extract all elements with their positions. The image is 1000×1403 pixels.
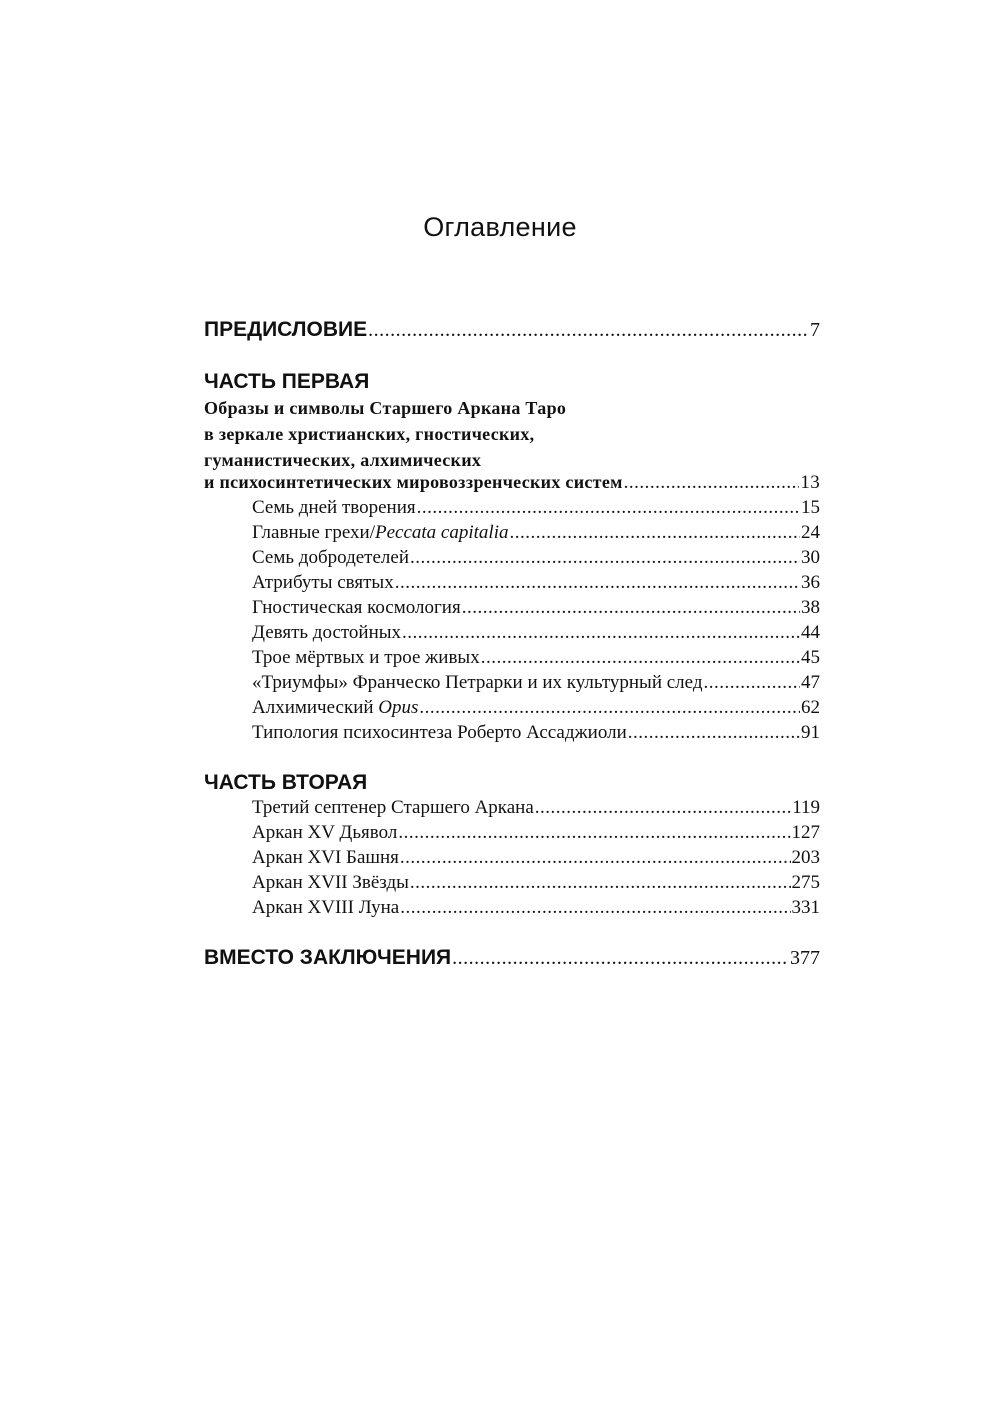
dot-leader: [462, 597, 800, 619]
part-one-subtitle-line: в зеркале христианских, гностических,: [204, 424, 535, 444]
toc-entry[interactable]: [252, 672, 820, 698]
toc-page-number: 203: [791, 847, 820, 868]
toc-entry-label: Аркан XVIII Луна: [252, 897, 400, 918]
toc-entry[interactable]: [252, 822, 820, 848]
toc-entry-label: Типология психосинтеза Роберто Ассаджиоли: [252, 722, 627, 743]
toc-entry[interactable]: [252, 522, 820, 548]
toc-entry-label: и психосинтетических мировоззренческих систем: [204, 472, 623, 492]
toc-entry[interactable]: [252, 597, 820, 623]
dot-leader: [704, 672, 801, 694]
toc-entry-label-part: Главные грехи/: [252, 522, 375, 543]
toc-entry-label: ВМЕСТО ЗАКЛЮЧЕНИЯ: [204, 946, 452, 969]
toc-entry-label: Гностическая космология: [252, 597, 461, 618]
toc-entry[interactable]: [252, 647, 820, 673]
toc-entry[interactable]: [252, 797, 820, 823]
part-one-subtitle-line: гуманистических, алхимических: [204, 450, 482, 470]
toc-page-number: 44: [801, 622, 820, 643]
part-two-heading: ЧАСТЬ ВТОРАЯ: [204, 771, 368, 794]
toc-entry-label: Семь добродетелей: [252, 547, 409, 568]
toc-entry[interactable]: [252, 697, 820, 723]
toc-page-number: 7: [810, 319, 820, 341]
toc-entry-part-one[interactable]: [204, 472, 820, 498]
toc-page-number: 15: [801, 497, 820, 518]
dot-leader: [400, 847, 791, 869]
part-one-subtitle-line: Образы и символы Старшего Аркана Таро: [204, 398, 567, 418]
dot-leader: [400, 897, 790, 919]
dot-leader: [402, 622, 800, 644]
toc-page-number: 331: [791, 897, 820, 918]
toc-entry-label: Атрибуты святых: [252, 572, 394, 593]
dot-leader: [398, 822, 790, 844]
toc-page-number: 24: [801, 522, 820, 543]
toc-entry[interactable]: [252, 547, 820, 573]
toc-entry-label: Аркан XVII Звёзды: [252, 872, 409, 893]
toc-page-number: 119: [792, 797, 820, 818]
toc-page-number: 13: [800, 472, 820, 493]
toc-page-number: 62: [801, 697, 820, 718]
toc-page-number: 91: [801, 722, 820, 743]
toc-entry-preface[interactable]: [204, 318, 820, 344]
toc-page-number: 36: [801, 572, 820, 593]
toc-page-number: 377: [790, 947, 820, 969]
toc-entry-label-italic: Opus: [378, 697, 419, 718]
toc-entry-label: «Триумфы» Франческо Петрарки и их культурный след: [252, 672, 703, 693]
dot-leader: [419, 697, 800, 719]
toc-entry-label-italic: Peccata capitalia: [374, 522, 509, 543]
toc-entry-label: Аркан XV Дьявол: [252, 822, 398, 843]
toc-entry[interactable]: [252, 497, 820, 523]
toc-entry-label: [252, 522, 508, 544]
toc-entry-conclusion[interactable]: [204, 946, 820, 972]
dot-leader: [535, 797, 791, 819]
toc-entry-label: Семь дней творения: [252, 497, 416, 518]
toc-entry-label: ПРЕДИСЛОВИЕ: [204, 318, 368, 341]
dot-leader: [509, 522, 800, 544]
toc-entry[interactable]: [252, 872, 820, 898]
toc-entry-label: Третий септенер Старшего Аркана: [252, 797, 534, 818]
toc-entry-label: [252, 697, 418, 719]
toc-entry[interactable]: [252, 722, 820, 748]
page-title: Оглавление: [423, 212, 577, 242]
dot-leader: [368, 319, 809, 342]
toc-entry[interactable]: [252, 847, 820, 873]
toc-page-number: 275: [791, 872, 820, 893]
toc-entry[interactable]: [252, 622, 820, 648]
dot-leader: [628, 722, 800, 744]
dot-leader: [481, 647, 800, 669]
part-one-heading: ЧАСТЬ ПЕРВАЯ: [204, 370, 370, 393]
dot-leader: [395, 572, 800, 594]
toc-entry-label: Аркан XVI Башня: [252, 847, 399, 868]
dot-leader: [452, 947, 789, 970]
dot-leader: [410, 547, 800, 569]
toc-page-number: 45: [801, 647, 820, 668]
toc-entry[interactable]: [252, 572, 820, 598]
dot-leader: [624, 472, 800, 494]
toc-page-number: 127: [791, 822, 820, 843]
dot-leader: [417, 497, 800, 519]
toc-page-number: 30: [801, 547, 820, 568]
toc-page-number: 47: [801, 672, 820, 693]
toc-entry-label-part: Алхимический: [252, 697, 379, 718]
toc-entry-label: Девять достойных: [252, 622, 402, 643]
dot-leader: [410, 872, 791, 894]
toc-page-number: 38: [801, 597, 820, 618]
toc-entry[interactable]: [252, 897, 820, 923]
toc-entry-label: Трое мёртвых и трое живых: [252, 647, 480, 668]
